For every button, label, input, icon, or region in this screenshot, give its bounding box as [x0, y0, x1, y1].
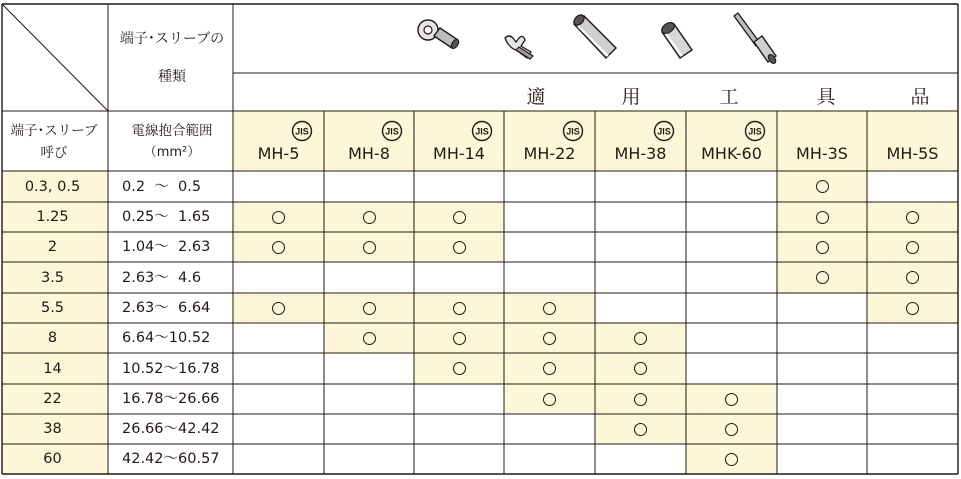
yobi-cell: 3.5	[40, 269, 65, 286]
compatible-mark-icon	[725, 453, 738, 466]
compatible-mark-icon	[453, 332, 466, 345]
fork-terminal-icon	[503, 32, 539, 60]
svg-text:JIS: JIS	[385, 126, 399, 137]
closed-end-sleeve-icon	[656, 22, 696, 64]
compatible-mark-icon	[272, 302, 285, 315]
compatible-mark-icon	[816, 271, 829, 284]
tool-model-mh-14: MH-14	[433, 144, 485, 163]
range-cell: 0.25〜 1.65	[122, 209, 211, 225]
yobi-cell: 0.3, 0.5	[24, 178, 81, 195]
compatible-mark-icon	[634, 423, 647, 436]
range-cell: 26.66〜42.42	[122, 421, 220, 437]
tool-model-mh-5s: MH-5S	[886, 144, 939, 163]
compatible-mark-icon	[725, 423, 738, 436]
compatible-mark-icon	[816, 180, 829, 193]
yobi-cell: 1.25	[36, 209, 69, 225]
jis-mark-icon	[744, 120, 766, 142]
compatible-mark-icon	[634, 362, 647, 375]
tool-model-mh-22: MH-22	[523, 144, 576, 163]
range-cell: 1.04〜 2.63	[122, 239, 211, 255]
compatible-mark-icon	[906, 241, 919, 254]
tool-model-mhk-60: MHK-60	[701, 144, 762, 163]
yobi-cell: 2	[47, 239, 58, 255]
application-char-1: 適	[526, 86, 546, 108]
compatible-mark-icon	[453, 211, 466, 224]
kind-label-line2: 種類	[158, 69, 186, 85]
compatible-mark-icon	[906, 211, 919, 224]
svg-text:JIS: JIS	[566, 126, 580, 137]
butt-sleeve-icon	[568, 14, 622, 64]
terminal-label-line1: 端子･スリーブ	[10, 123, 98, 139]
ring-terminal-icon	[414, 14, 464, 56]
compatible-mark-icon	[363, 241, 376, 254]
range-cell: 42.42〜60.57	[122, 451, 220, 467]
compatible-mark-icon	[906, 302, 919, 315]
jis-mark-icon	[562, 120, 584, 142]
compatible-mark-icon	[543, 393, 556, 406]
yobi-cell: 38	[43, 421, 62, 437]
yobi-cell: 14	[43, 360, 62, 377]
range-cell: 2.63〜 4.6	[122, 269, 202, 286]
compatible-mark-icon	[816, 241, 829, 254]
jis-mark-icon	[291, 120, 313, 142]
compatible-mark-icon	[816, 211, 829, 224]
tool-model-mh-8: MH-8	[348, 144, 390, 163]
kind-label-line1: 端子･スリーブの	[119, 31, 225, 47]
compatible-mark-icon	[725, 393, 738, 406]
compatible-mark-icon	[634, 393, 647, 406]
compatible-mark-icon	[272, 211, 285, 224]
application-char-4: 具	[816, 86, 836, 108]
range-cell: 16.78〜26.66	[122, 391, 220, 407]
compatible-mark-icon	[543, 302, 556, 315]
compatible-mark-icon	[543, 362, 556, 375]
compatible-mark-icon	[272, 241, 285, 254]
range-cell: 0.2 〜 0.5	[122, 178, 202, 195]
svg-text:JIS: JIS	[748, 126, 762, 137]
compatible-mark-icon	[363, 211, 376, 224]
yobi-cell: 8	[47, 330, 58, 346]
tool-model-mh-5: MH-5	[257, 144, 300, 163]
compatible-mark-icon	[906, 271, 919, 284]
range-label-line1: 電線抱合範囲	[131, 123, 213, 139]
application-char-2: 用	[621, 86, 641, 108]
yobi-cell: 60	[43, 451, 62, 467]
tool-model-mh-38: MH-38	[614, 144, 667, 163]
yobi-cell: 5.5	[40, 300, 65, 316]
yobi-cell: 22	[43, 391, 62, 407]
jis-mark-icon	[381, 120, 403, 142]
terminal-label-line2: 呼び	[40, 145, 68, 161]
svg-text:JIS: JIS	[657, 126, 671, 137]
diagonal-line	[2, 4, 108, 111]
range-cell: 10.52〜16.78	[122, 360, 220, 377]
svg-text:JIS: JIS	[295, 126, 309, 137]
compatible-mark-icon	[453, 302, 466, 315]
compatible-mark-icon	[363, 332, 376, 345]
svg-text:JIS: JIS	[475, 126, 489, 137]
application-char-3: 工	[719, 86, 739, 108]
range-cell: 6.64〜10.52	[122, 330, 211, 346]
pin-terminal-icon	[730, 12, 780, 66]
compatible-mark-icon	[543, 332, 556, 345]
tool-model-mh-3s: MH-3S	[796, 144, 848, 163]
range-cell: 2.63〜 6.64	[122, 300, 211, 316]
compatible-mark-icon	[453, 362, 466, 375]
application-char-5: 品	[910, 86, 930, 108]
range-label-line2: （mm²）	[143, 145, 201, 160]
compatible-mark-icon	[634, 332, 647, 345]
compatible-mark-icon	[453, 241, 466, 254]
jis-mark-icon	[653, 120, 675, 142]
compatible-mark-icon	[363, 302, 376, 315]
jis-mark-icon	[471, 120, 493, 142]
